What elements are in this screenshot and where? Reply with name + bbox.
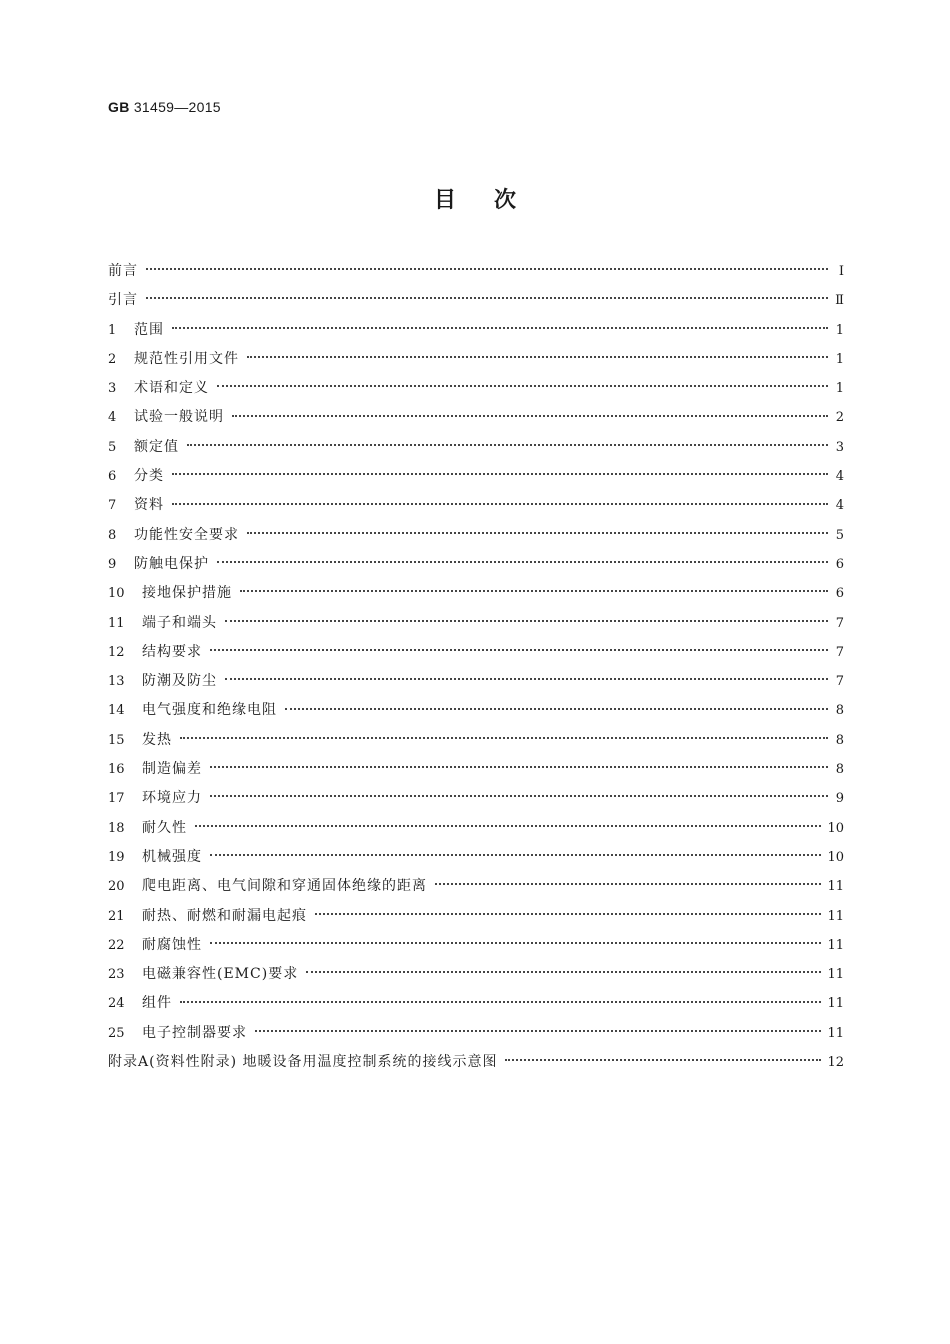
toc-entry-page: Ⅱ: [835, 293, 844, 309]
toc-entry-label: 耐久性: [142, 819, 187, 836]
toc-entry-label: 组件: [142, 995, 172, 1012]
toc-entry[interactable]: [108, 286, 844, 315]
standard-prefix: GB: [108, 99, 130, 115]
toc-dot-leader: [210, 794, 828, 797]
toc-entry-page: 8: [835, 762, 844, 778]
toc-entry[interactable]: [108, 843, 844, 872]
toc-entry[interactable]: [108, 696, 844, 725]
toc-entry-number: 7: [108, 498, 117, 514]
toc-entry-label: 额定值: [134, 438, 179, 455]
toc-entry-page: 1: [835, 351, 844, 367]
toc-dot-leader: [180, 736, 828, 739]
toc-entry-number: 16: [108, 762, 125, 778]
toc-dot-leader: [232, 414, 828, 417]
toc-entry-label: 爬电距离、电气间隙和穿通固体绝缘的距离: [142, 878, 427, 895]
toc-dot-leader: [247, 355, 828, 358]
toc-entry-page: 7: [835, 615, 844, 631]
toc-dot-leader: [505, 1058, 821, 1061]
toc-entry-page: 2: [835, 410, 844, 426]
toc-entry-number: 3: [108, 381, 117, 397]
toc-entry-number: 10: [108, 586, 125, 602]
toc-dot-leader: [217, 384, 828, 387]
toc-entry-label: 范围: [134, 321, 164, 338]
toc-dot-leader: [435, 882, 821, 885]
toc-entry-number: 2: [108, 351, 117, 367]
toc-entry[interactable]: [108, 433, 844, 462]
toc-entry[interactable]: [108, 902, 844, 931]
toc-entry[interactable]: [108, 667, 844, 696]
toc-entry-page: 11: [827, 879, 844, 895]
toc-entry-number: 9: [108, 556, 117, 572]
toc-entry-number: 13: [108, 674, 125, 690]
toc-dot-leader: [210, 765, 828, 768]
toc-entry-page: 6: [835, 586, 844, 602]
toc-entry[interactable]: [108, 550, 844, 579]
toc-entry-number: 17: [108, 791, 125, 807]
table-of-contents: [108, 257, 844, 1077]
toc-dot-leader: [210, 648, 828, 651]
toc-entry[interactable]: [108, 374, 844, 403]
toc-entry[interactable]: [108, 609, 844, 638]
toc-entry-page: 1: [835, 322, 844, 338]
toc-entry-label: 制造偏差: [142, 761, 202, 778]
toc-entry-number: 20: [108, 879, 125, 895]
toc-entry[interactable]: [108, 521, 844, 550]
toc-entry-page: 11: [827, 967, 844, 983]
toc-entry-page: 6: [835, 556, 844, 572]
toc-entry[interactable]: [108, 638, 844, 667]
toc-entry-label: 耐腐蚀性: [142, 936, 202, 953]
toc-entry-page: 7: [835, 674, 844, 690]
toc-entry-label: 前言: [108, 263, 138, 279]
toc-dot-leader: [210, 853, 821, 856]
toc-dot-leader: [247, 531, 828, 534]
toc-dot-leader: [306, 970, 821, 973]
toc-dot-leader: [146, 267, 828, 270]
toc-entry[interactable]: [108, 403, 844, 432]
toc-entry-number: 8: [108, 527, 117, 543]
toc-entry[interactable]: [108, 726, 844, 755]
standard-number: 31459—2015: [133, 99, 221, 115]
toc-entry-page: 10: [827, 820, 844, 836]
toc-entry-page: 5: [835, 527, 844, 543]
toc-entry[interactable]: [108, 316, 844, 345]
toc-entry-page: 11: [827, 937, 844, 953]
toc-entry-number: 25: [108, 1025, 125, 1041]
page-title: 目次: [433, 188, 554, 213]
toc-dot-leader: [225, 619, 828, 622]
toc-entry-label: 端子和端头: [142, 614, 217, 631]
toc-entry-label: 术语和定义: [134, 380, 209, 397]
toc-entry-number: 5: [108, 439, 117, 455]
toc-entry-label: 接地保护措施: [142, 585, 232, 602]
toc-dot-leader: [217, 560, 828, 563]
toc-entry-page: Ⅰ: [838, 264, 844, 279]
toc-entry-number: 18: [108, 820, 125, 836]
toc-entry-page: 4: [835, 498, 844, 514]
toc-entry-number: 11: [108, 615, 125, 631]
toc-entry-page: 11: [827, 1025, 844, 1041]
toc-entry-number: 6: [108, 469, 117, 485]
toc-entry-number: 23: [108, 967, 125, 983]
toc-entry[interactable]: [108, 784, 844, 813]
toc-entry-label: 电气强度和绝缘电阻: [142, 702, 277, 719]
toc-entry[interactable]: [108, 755, 844, 784]
toc-entry[interactable]: [108, 872, 844, 901]
toc-entry[interactable]: [108, 345, 844, 374]
standard-code: [108, 99, 221, 115]
toc-entry-label: 发热: [142, 731, 172, 748]
toc-entry-number: 21: [108, 908, 125, 924]
toc-entry-label: 分类: [134, 468, 164, 485]
toc-entry[interactable]: [108, 989, 844, 1018]
toc-dot-leader: [180, 1000, 821, 1003]
toc-entry-label: 电子控制器要求: [142, 1024, 247, 1041]
toc-dot-leader: [210, 941, 821, 944]
toc-entry-number: 22: [108, 937, 125, 953]
toc-entry[interactable]: [108, 960, 844, 989]
toc-entry-page: 8: [835, 732, 844, 748]
toc-entry-label: 试验一般说明: [134, 409, 224, 426]
toc-entry-page: 12: [827, 1055, 844, 1071]
toc-entry-label: 功能性安全要求: [134, 526, 239, 543]
toc-entry-page: 3: [835, 439, 844, 455]
toc-dot-leader: [195, 824, 821, 827]
toc-entry-page: 1: [835, 381, 844, 397]
toc-entry-number: 24: [108, 996, 125, 1012]
toc-entry-label: 耐热、耐燃和耐漏电起痕: [142, 907, 307, 924]
toc-entry-number: 4: [108, 410, 117, 426]
toc-entry[interactable]: [108, 491, 844, 520]
toc-entry-label: 附录A(资料性附录) 地暖设备用温度控制系统的接线示意图: [108, 1054, 498, 1071]
toc-entry-page: 10: [827, 849, 844, 865]
toc-dot-leader: [255, 1029, 821, 1032]
toc-dot-leader: [315, 912, 821, 915]
toc-entry-label: 环境应力: [142, 790, 202, 807]
toc-entry-page: 7: [835, 644, 844, 660]
toc-entry[interactable]: [108, 931, 844, 960]
toc-dot-leader: [285, 707, 828, 710]
toc-entry-label: 电磁兼容性(EMC)要求: [142, 966, 299, 983]
toc-entry-page: 11: [827, 908, 844, 924]
toc-dot-leader: [172, 472, 828, 475]
toc-entry-page: 8: [835, 703, 844, 719]
toc-entry-number: 19: [108, 849, 125, 865]
toc-dot-leader: [225, 677, 828, 680]
toc-dot-leader: [187, 443, 828, 446]
toc-dot-leader: [172, 326, 828, 329]
toc-entry[interactable]: [108, 814, 844, 843]
toc-entry-label: 资料: [134, 497, 164, 514]
toc-entry[interactable]: [108, 579, 844, 608]
toc-dot-leader: [172, 502, 828, 505]
toc-entry-label: 防潮及防尘: [142, 673, 217, 690]
toc-entry-label: 机械强度: [142, 848, 202, 865]
toc-entry-page: 9: [835, 791, 844, 807]
toc-entry-label: 结构要求: [142, 643, 202, 660]
toc-entry[interactable]: [108, 462, 844, 491]
toc-entry-number: 14: [108, 703, 125, 719]
toc-entry-number: 15: [108, 732, 125, 748]
toc-entry-number: 12: [108, 644, 125, 660]
toc-entry-label: 规范性引用文件: [134, 350, 239, 367]
toc-entry[interactable]: [108, 1019, 844, 1048]
toc-entry-page: 11: [827, 996, 844, 1012]
toc-entry-label: 防触电保护: [134, 555, 209, 572]
toc-dot-leader: [240, 589, 828, 592]
toc-entry-page: 4: [835, 469, 844, 485]
toc-entry-label: 引言: [108, 292, 138, 309]
toc-entry[interactable]: [108, 1048, 844, 1077]
toc-entry-number: 1: [108, 322, 117, 338]
toc-dot-leader: [146, 296, 828, 299]
toc-entry[interactable]: [108, 257, 844, 286]
